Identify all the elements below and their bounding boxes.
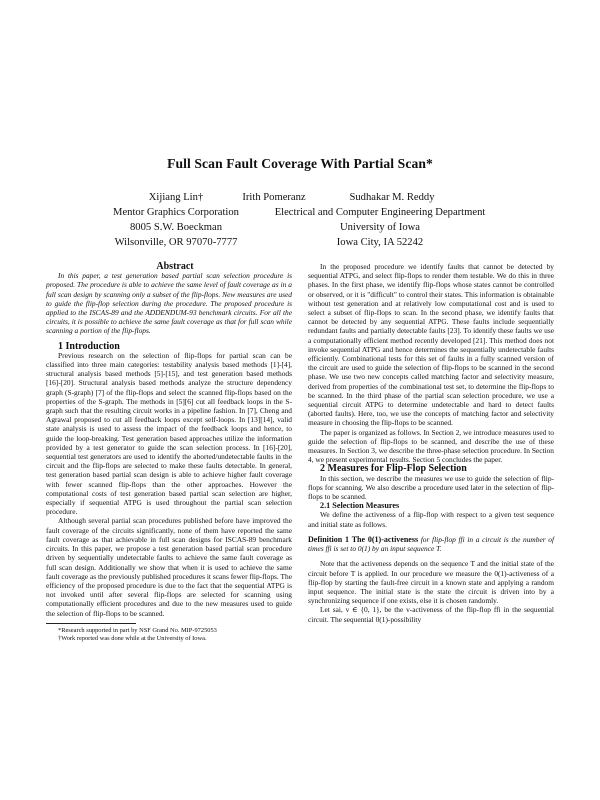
author-name-reddy: Sudhakar M. Reddy xyxy=(349,192,435,203)
paragraph: We define the activeness of a flip-flop with respect to a given test sequence and initial state as follows. xyxy=(308,510,554,529)
paragraph: Although several partial scan procedures published before have improved the fault coverage of the circuits significantly, none of them have reported the same fault coverage as that achievable in full scan designs for ISCAS-89 benchmark circuits. In this paper, we propose a test generation based partial scan procedure driven by sequentially undetectable faults to achieve the same fault coverage as full scan design. Additionally we show that when it is used to achieve the same fault coverage as the previously published procedures it scans fewer flip-flops. The efficiency of the proposed procedure is due to the fact that the sequential ATPG is not invoked until after several flip-flops are selected for scanning using computationally efficient procedures and due to the new measures used to guide the selection of flip-flops to be scanned. xyxy=(46,516,292,618)
footnote: *Research supported in part by NSF Grand No. MIP-9725053 xyxy=(58,626,217,634)
right-column xyxy=(308,262,554,624)
section-heading: 1 Introduction xyxy=(58,340,120,352)
address-line: Iowa City, IA 52242 xyxy=(336,237,424,248)
address-line: Wilsonville, OR 97070-7777 xyxy=(114,237,238,248)
subsection-heading: 2.1 Selection Measures xyxy=(320,501,400,511)
paragraph: Previous research on the selection of flip-flops for partial scan can be classified into three main categories: testability analysis based methods [1]-[4], structural analysis based methods [5]-[15], and test generation based methods [16]-[20]. Structural analysis based methods analyze the structure dependency graph (S-graph) [7] of the flip-flops and select the scanned flip-flops based on the properties of the S-graph. The methods in [5][6] cut all feedback loops in the S-graph such that the resulting circuit works in a pipeline fashion. In [7], Cheng and Agrawal proposed to cut all feedback loops except self-loops. In [13][14], valid state analysis is used to assess the impact of the feedback loops and hence, to guide the loop-breaking. Test generation based approaches utilize the information provided by a test generator to guide the scan selection process. In [16]-[20], sequential test generators are used to identify the aborted/undetectable faults in the circuit and the flip-flops are selected to make these faults detectable. In general, test generation based partial scan design is able to achieve higher fault coverage with fewer scanned flip-flops than the other approaches. However the computational costs of test generation based partial scan selection are higher, especially if sequential ATPG is used throughout the partial scan selection procedure. xyxy=(46,350,292,517)
definition-label: Definition 1 xyxy=(308,534,350,544)
abstract-text: In this paper, a test generation based partial scan selection procedure is proposed. The procedure is able to achieve the same level of fault coverage as in a full scan design by scanning only a subset of the flip-flops. New measures are used to guide the flip-flop selection during the procedure. The proposed procedure is applied to the ISCAS-89 and the ADDENDUM-93 benchmark circuits. For all the circuits, it is possible to achieve the same fault coverage as that for full scan while scanning a portion of the flip-flops. xyxy=(46,271,292,336)
footnote-rule xyxy=(46,623,136,624)
paragraph: In the proposed procedure we identify faults that cannot be detected by sequential ATPG, and select flip-flops to render them testable. We do this in three phases. In the first phase, we identify flip-flops whose states cannot be controlled or observed, or it is "difficult" to control their states. This information is obtainable without test generation and at relatively low computational cost and is used to select a subset of flip-flops to scan. In the second phase, we identify faults that cannot be detected by any sequential ATPG. These faults include sequentially redundant faults and partially detectable faults [23]. To identify these faults we use a computationally efficient method recently developed [21]. This method does not invoke sequential ATPG and hence determines the sequentially undetectable faults efficiently. Combinational tests for this set of faults in a fully scanned version of the circuit are used to guide the selection of flip-flops to be scanned in the second phase. We use two new concepts called matching factor and selectivity measure, derived from properties of the combinational test set, to determine the flip-flops to be scanned. In the third phase of the partial scan selection procedure, we use a sequential circuit ATPG to determine undetectable and hard to detect faults (aborted faults). Here, too, we use the concepts of matching factor and selectivity measure in choosing the flip-flops to be scanned. xyxy=(308,262,554,428)
paragraph: In this section, we describe the measures we use to guide the selection of flip-flops for scanning. We also describe a procedure used later in the selection of flip-flops to be scanned. xyxy=(308,473,554,502)
definition xyxy=(308,535,554,553)
org-iowa: Electrical and Computer Engineering Department xyxy=(274,207,486,218)
paragraph: The paper is organized as follows. In Section 2, we introduce measures used to guide the selection of flip-flops to be scanned, and describe the use of these measures. In Section 3, we describe the three-phase selection procedure. In Section 4, we present experimental results. Section 5 concludes the paper. xyxy=(308,427,554,465)
org-mentor: Mentor Graphics Corporation xyxy=(113,207,239,218)
address-line: University of Iowa xyxy=(339,222,421,233)
address-line: 8005 S.W. Boeckman xyxy=(129,222,222,233)
paragraph: Note that the activeness depends on the sequence T and the initial state of the circuit before T is applied. In our procedure we measure the 0(1)-activeness of a flip-flop by starting the fault-free circuit in a known state and applying a random input sequence. The initial state is the state the circuit is driven into by a synchronizing sequence if one exists, else it is chosen randomly. xyxy=(308,559,554,606)
footnote: †Work reported was done while at the University of Iowa. xyxy=(58,634,207,642)
affiliation-iowa xyxy=(230,205,530,250)
author-name-pomeranz: Irith Pomeranz xyxy=(242,192,306,203)
left-column xyxy=(46,262,292,643)
section-heading: 2 Measures for Flip-Flop Selection xyxy=(320,463,467,475)
paper-title: Full Scan Fault Coverage With Partial Scan* xyxy=(167,156,433,171)
abstract-heading: Abstract xyxy=(156,261,194,272)
author-name-lin: Xijiang Lin† xyxy=(148,192,204,203)
paragraph: Let sai, v ∈ {0, 1}, be the v-activeness of the flip-flop ffi in the sequential circuit. The sequential 0(1)-possibility xyxy=(308,605,554,624)
definition-text: for flip-flop ffi in a circuit is the number of times ffi is set to 0(1) by an input sequence T. xyxy=(308,534,555,554)
definition-term: The 0(1)-activeness xyxy=(351,534,419,544)
